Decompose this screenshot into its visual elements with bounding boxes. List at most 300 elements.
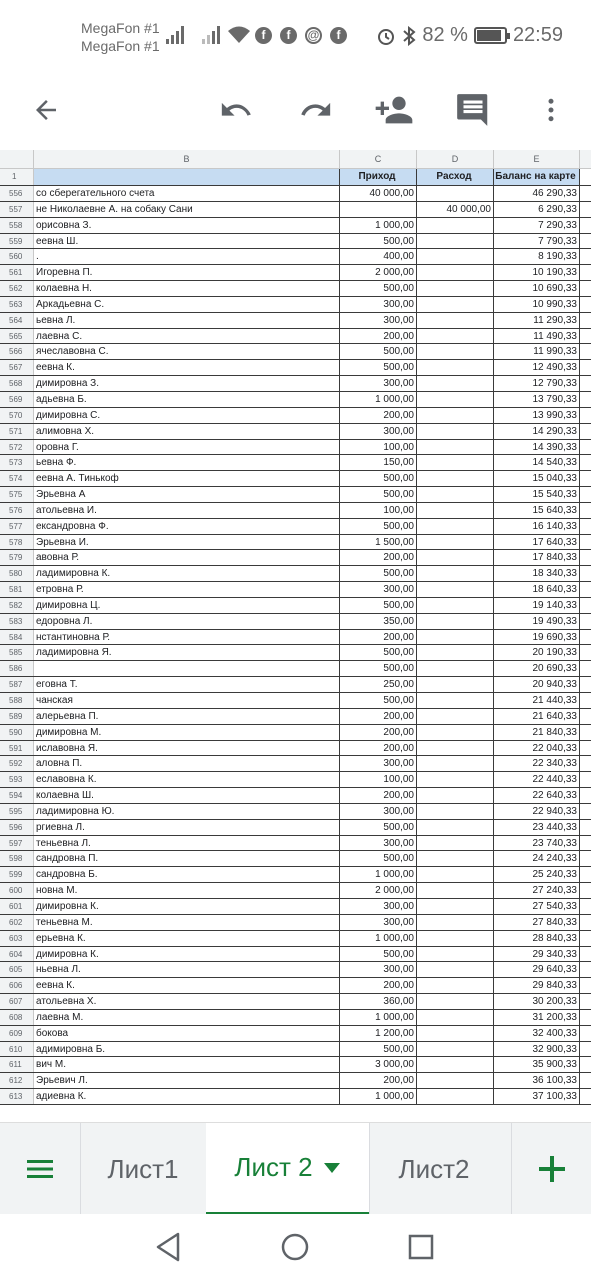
cell-name[interactable]: Игоревна П.: [34, 265, 340, 280]
cell-name[interactable]: чанская: [34, 693, 340, 708]
table-row[interactable]: [0, 1010, 591, 1026]
undo-icon[interactable]: [210, 84, 262, 136]
table-row[interactable]: [0, 519, 591, 535]
table-row[interactable]: [0, 550, 591, 566]
nav-recents-icon[interactable]: [403, 1229, 439, 1265]
row-number[interactable]: 612: [0, 1073, 34, 1088]
column-header-c[interactable]: C: [340, 150, 417, 169]
row-number[interactable]: 598: [0, 851, 34, 866]
row-number[interactable]: 604: [0, 947, 34, 962]
cell-income[interactable]: 100,00: [340, 772, 417, 787]
row-number[interactable]: 564: [0, 313, 34, 328]
cell-income[interactable]: 500,00: [340, 234, 417, 249]
cell-balance[interactable]: 18 340,33: [494, 566, 580, 581]
table-row[interactable]: [0, 820, 591, 836]
cell-grid[interactable]: [0, 169, 591, 1105]
cell-name[interactable]: етровна Р.: [34, 582, 340, 597]
cell-name[interactable]: алерьевна П.: [34, 709, 340, 724]
cell-income[interactable]: 1 000,00: [340, 1010, 417, 1025]
cell-income[interactable]: 200,00: [340, 788, 417, 803]
cell-income[interactable]: 200,00: [340, 550, 417, 565]
cell-expense[interactable]: [417, 1089, 494, 1104]
cell-expense[interactable]: [417, 899, 494, 914]
cell-name[interactable]: ладимировна Ю.: [34, 804, 340, 819]
tab-list2[interactable]: [370, 1123, 498, 1215]
frozen-header-row[interactable]: [0, 169, 591, 186]
row-number[interactable]: 596: [0, 820, 34, 835]
cell-name[interactable]: еевна К.: [34, 978, 340, 993]
cell-balance[interactable]: 22 340,33: [494, 756, 580, 771]
cell-name[interactable]: авовна Р.: [34, 550, 340, 565]
cell-expense[interactable]: [417, 630, 494, 645]
row-number[interactable]: 560: [0, 249, 34, 264]
cell-name[interactable]: димировна Ц.: [34, 598, 340, 613]
back-arrow-icon[interactable]: [20, 84, 72, 136]
row-number[interactable]: 606: [0, 978, 34, 993]
cell-name[interactable]: аловна П.: [34, 756, 340, 771]
cell-name[interactable]: Эрьевич Л.: [34, 1073, 340, 1088]
row-number[interactable]: 613: [0, 1089, 34, 1104]
cell-expense[interactable]: [417, 709, 494, 724]
cell-balance[interactable]: 19 490,33: [494, 614, 580, 629]
cell-income[interactable]: 500,00: [340, 598, 417, 613]
cell-expense[interactable]: [417, 915, 494, 930]
cell-income[interactable]: 300,00: [340, 376, 417, 391]
row-number[interactable]: 567: [0, 360, 34, 375]
cell-balance[interactable]: 17 640,33: [494, 535, 580, 550]
cell-name[interactable]: лаевна С.: [34, 329, 340, 344]
cell-expense[interactable]: [417, 1073, 494, 1088]
cell-balance[interactable]: 14 290,33: [494, 424, 580, 439]
cell-expense[interactable]: [417, 994, 494, 1009]
cell-name[interactable]: адьевна Б.: [34, 392, 340, 407]
cell-balance[interactable]: 8 190,33: [494, 249, 580, 264]
cell-balance[interactable]: 21 640,33: [494, 709, 580, 724]
row-number[interactable]: 607: [0, 994, 34, 1009]
cell-name[interactable]: сандровна П.: [34, 851, 340, 866]
cell-balance[interactable]: 22 440,33: [494, 772, 580, 787]
table-row[interactable]: [0, 186, 591, 202]
cell-expense[interactable]: [417, 962, 494, 977]
cell-name[interactable]: .: [34, 249, 340, 264]
cell-balance[interactable]: 22 640,33: [494, 788, 580, 803]
row-number[interactable]: 569: [0, 392, 34, 407]
cell-name[interactable]: адиевна К.: [34, 1089, 340, 1104]
redo-icon[interactable]: [290, 84, 342, 136]
cell-income[interactable]: 3 000,00: [340, 1057, 417, 1072]
row-number[interactable]: 557: [0, 202, 34, 217]
table-row[interactable]: [0, 249, 591, 265]
cell-income[interactable]: 300,00: [340, 313, 417, 328]
cell-balance[interactable]: 11 290,33: [494, 313, 580, 328]
row-number[interactable]: 589: [0, 709, 34, 724]
cell-income[interactable]: 300,00: [340, 899, 417, 914]
table-row[interactable]: [0, 392, 591, 408]
row-number[interactable]: 580: [0, 566, 34, 581]
row-number[interactable]: 611: [0, 1057, 34, 1072]
row-number[interactable]: 595: [0, 804, 34, 819]
cell-balance[interactable]: 10 990,33: [494, 297, 580, 312]
row-number[interactable]: 608: [0, 1010, 34, 1025]
cell-balance[interactable]: 29 840,33: [494, 978, 580, 993]
row-number[interactable]: 609: [0, 1026, 34, 1041]
cell-income[interactable]: 500,00: [340, 487, 417, 502]
row-number[interactable]: 566: [0, 344, 34, 359]
cell-income[interactable]: 300,00: [340, 836, 417, 851]
row-number[interactable]: 574: [0, 471, 34, 486]
cell-balance[interactable]: 14 540,33: [494, 455, 580, 470]
row-number[interactable]: 587: [0, 677, 34, 692]
table-row[interactable]: [0, 297, 591, 313]
row-number[interactable]: 559: [0, 234, 34, 249]
cell-balance[interactable]: 13 790,33: [494, 392, 580, 407]
tab-list-2-active[interactable]: [206, 1123, 369, 1215]
table-row[interactable]: [0, 899, 591, 915]
cell-income[interactable]: 300,00: [340, 297, 417, 312]
cell-name[interactable]: атольевна Х.: [34, 994, 340, 1009]
table-row[interactable]: [0, 566, 591, 582]
row-number[interactable]: 571: [0, 424, 34, 439]
dropdown-triangle-icon[interactable]: [323, 1162, 341, 1174]
cell-expense[interactable]: [417, 772, 494, 787]
table-row[interactable]: [0, 344, 591, 360]
cell-expense[interactable]: [417, 851, 494, 866]
cell-income[interactable]: 500,00: [340, 519, 417, 534]
cell-balance[interactable]: 11 490,33: [494, 329, 580, 344]
cell-income[interactable]: 1 500,00: [340, 535, 417, 550]
table-row[interactable]: [0, 693, 591, 709]
cell-income[interactable]: 1 000,00: [340, 392, 417, 407]
cell-balance[interactable]: 22 940,33: [494, 804, 580, 819]
table-row[interactable]: [0, 598, 591, 614]
cell-expense[interactable]: [417, 582, 494, 597]
cell-name[interactable]: Эрьевна А: [34, 487, 340, 502]
cell-income[interactable]: 40 000,00: [340, 186, 417, 201]
cell-expense[interactable]: [417, 487, 494, 502]
cell-income[interactable]: 1 000,00: [340, 931, 417, 946]
table-row[interactable]: [0, 772, 591, 788]
cell-balance[interactable]: 23 440,33: [494, 820, 580, 835]
cell-name[interactable]: димировна К.: [34, 899, 340, 914]
cell-balance[interactable]: 30 200,33: [494, 994, 580, 1009]
cell-expense[interactable]: [417, 519, 494, 534]
cell-expense[interactable]: [417, 820, 494, 835]
cell-expense[interactable]: [417, 931, 494, 946]
table-row[interactable]: [0, 1073, 591, 1089]
row-number[interactable]: 603: [0, 931, 34, 946]
cell-expense[interactable]: [417, 867, 494, 882]
cell-name[interactable]: димировна З.: [34, 376, 340, 391]
cell-expense[interactable]: [417, 598, 494, 613]
cell-balance[interactable]: 36 100,33: [494, 1073, 580, 1088]
table-row[interactable]: [0, 836, 591, 852]
cell-balance[interactable]: 22 040,33: [494, 741, 580, 756]
header-cell-income[interactable]: Приход: [340, 169, 417, 185]
cell-income[interactable]: 500,00: [340, 693, 417, 708]
cell-income[interactable]: 300,00: [340, 756, 417, 771]
table-row[interactable]: [0, 376, 591, 392]
cell-balance[interactable]: 19 690,33: [494, 630, 580, 645]
row-number[interactable]: 556: [0, 186, 34, 201]
cell-income[interactable]: 100,00: [340, 440, 417, 455]
cell-balance[interactable]: 21 840,33: [494, 725, 580, 740]
cell-income[interactable]: 1 000,00: [340, 1089, 417, 1104]
cell-expense[interactable]: [417, 344, 494, 359]
cell-expense[interactable]: [417, 693, 494, 708]
cell-balance[interactable]: 20 940,33: [494, 677, 580, 692]
cell-income[interactable]: 200,00: [340, 725, 417, 740]
cell-income[interactable]: 300,00: [340, 424, 417, 439]
row-number[interactable]: 570: [0, 408, 34, 423]
row-number[interactable]: 590: [0, 725, 34, 740]
cell-name[interactable]: не Николаевне А. на собаку Сани: [34, 202, 340, 217]
row-number[interactable]: 577: [0, 519, 34, 534]
row-number[interactable]: 581: [0, 582, 34, 597]
row-number[interactable]: 594: [0, 788, 34, 803]
add-person-icon[interactable]: [368, 84, 420, 136]
row-number[interactable]: 561: [0, 265, 34, 280]
row-number[interactable]: 592: [0, 756, 34, 771]
row-number[interactable]: 599: [0, 867, 34, 882]
cell-income[interactable]: 1 000,00: [340, 867, 417, 882]
cell-expense[interactable]: [417, 297, 494, 312]
cell-name[interactable]: бокова: [34, 1026, 340, 1041]
table-row[interactable]: [0, 265, 591, 281]
table-row[interactable]: [0, 851, 591, 867]
table-row[interactable]: [0, 1042, 591, 1058]
cell-balance[interactable]: 19 140,33: [494, 598, 580, 613]
cell-income[interactable]: 500,00: [340, 851, 417, 866]
row-number[interactable]: 568: [0, 376, 34, 391]
cell-name[interactable]: иславовна Я.: [34, 741, 340, 756]
cell-balance[interactable]: 27 240,33: [494, 883, 580, 898]
table-row[interactable]: [0, 1026, 591, 1042]
tab-list1[interactable]: [81, 1123, 205, 1215]
cell-name[interactable]: ладимировна К.: [34, 566, 340, 581]
comment-icon[interactable]: [447, 84, 499, 136]
cell-income[interactable]: 500,00: [340, 471, 417, 486]
cell-income[interactable]: 500,00: [340, 566, 417, 581]
row-number[interactable]: 584: [0, 630, 34, 645]
cell-expense[interactable]: [417, 360, 494, 375]
table-row[interactable]: [0, 487, 591, 503]
cell-expense[interactable]: [417, 661, 494, 676]
cell-income[interactable]: 350,00: [340, 614, 417, 629]
cell-balance[interactable]: 23 740,33: [494, 836, 580, 851]
table-row[interactable]: [0, 741, 591, 757]
table-row[interactable]: [0, 455, 591, 471]
cell-income[interactable]: 400,00: [340, 249, 417, 264]
row-number[interactable]: 588: [0, 693, 34, 708]
cell-expense[interactable]: [417, 265, 494, 280]
table-row[interactable]: [0, 978, 591, 994]
cell-expense[interactable]: [417, 218, 494, 233]
cell-name[interactable]: со сберегательного счета: [34, 186, 340, 201]
table-row[interactable]: [0, 408, 591, 424]
cell-balance[interactable]: 10 690,33: [494, 281, 580, 296]
row-number[interactable]: 582: [0, 598, 34, 613]
cell-name[interactable]: ерьевна К.: [34, 931, 340, 946]
cell-name[interactable]: ячеславовна С.: [34, 344, 340, 359]
column-header-d[interactable]: D: [417, 150, 494, 169]
row-number[interactable]: 593: [0, 772, 34, 787]
cell-balance[interactable]: 15 540,33: [494, 487, 580, 502]
cell-balance[interactable]: 27 840,33: [494, 915, 580, 930]
cell-name[interactable]: [34, 661, 340, 676]
cell-expense[interactable]: [417, 756, 494, 771]
cell-income[interactable]: 2 000,00: [340, 265, 417, 280]
cell-expense[interactable]: [417, 249, 494, 264]
cell-name[interactable]: еевна К.: [34, 360, 340, 375]
cell-balance[interactable]: 13 990,33: [494, 408, 580, 423]
cell-name[interactable]: Эрьевна И.: [34, 535, 340, 550]
cell-expense[interactable]: [417, 566, 494, 581]
cell-expense[interactable]: [417, 947, 494, 962]
header-cell-expense[interactable]: Расход: [417, 169, 494, 185]
table-row[interactable]: [0, 582, 591, 598]
cell-name[interactable]: алимовна Х.: [34, 424, 340, 439]
cell-expense[interactable]: [417, 329, 494, 344]
table-row[interactable]: [0, 630, 591, 646]
table-row[interactable]: [0, 725, 591, 741]
cell-expense[interactable]: [417, 455, 494, 470]
cell-expense[interactable]: [417, 1042, 494, 1057]
cell-name[interactable]: лаевна М.: [34, 1010, 340, 1025]
corner-cell[interactable]: [0, 150, 34, 169]
cell-name[interactable]: еевна А. Тинькоф: [34, 471, 340, 486]
cell-name[interactable]: колаевна Н.: [34, 281, 340, 296]
cell-expense[interactable]: [417, 408, 494, 423]
row-number[interactable]: 586: [0, 661, 34, 676]
table-row[interactable]: [0, 281, 591, 297]
row-number[interactable]: 597: [0, 836, 34, 851]
cell-balance[interactable]: 27 540,33: [494, 899, 580, 914]
cell-balance[interactable]: 20 190,33: [494, 645, 580, 660]
cell-balance[interactable]: 29 340,33: [494, 947, 580, 962]
row-number[interactable]: 1: [0, 169, 34, 185]
cell-name[interactable]: колаевна Ш.: [34, 788, 340, 803]
cell-expense[interactable]: [417, 503, 494, 518]
cell-name[interactable]: еевна Ш.: [34, 234, 340, 249]
row-number[interactable]: 585: [0, 645, 34, 660]
column-header-b[interactable]: B: [34, 150, 340, 169]
cell-expense[interactable]: [417, 677, 494, 692]
table-row[interactable]: [0, 424, 591, 440]
cell-name[interactable]: ександровна Ф.: [34, 519, 340, 534]
row-number[interactable]: 600: [0, 883, 34, 898]
cell-balance[interactable]: 24 240,33: [494, 851, 580, 866]
table-row[interactable]: [0, 329, 591, 345]
cell-expense[interactable]: [417, 535, 494, 550]
row-number[interactable]: 605: [0, 962, 34, 977]
cell-name[interactable]: димировна К.: [34, 947, 340, 962]
cell-balance[interactable]: 12 790,33: [494, 376, 580, 391]
table-row[interactable]: [0, 804, 591, 820]
cell-expense[interactable]: [417, 186, 494, 201]
sheets-menu-icon[interactable]: [0, 1123, 80, 1215]
row-number[interactable]: 558: [0, 218, 34, 233]
cell-balance[interactable]: 15 040,33: [494, 471, 580, 486]
cell-balance[interactable]: 25 240,33: [494, 867, 580, 882]
cell-balance[interactable]: 15 640,33: [494, 503, 580, 518]
cell-income[interactable]: 1 200,00: [340, 1026, 417, 1041]
cell-balance[interactable]: 7 290,33: [494, 218, 580, 233]
table-row[interactable]: [0, 645, 591, 661]
cell-income[interactable]: 360,00: [340, 994, 417, 1009]
cell-name[interactable]: орисовна З.: [34, 218, 340, 233]
cell-income[interactable]: 300,00: [340, 804, 417, 819]
row-number[interactable]: 575: [0, 487, 34, 502]
table-row[interactable]: [0, 503, 591, 519]
cell-balance[interactable]: 21 440,33: [494, 693, 580, 708]
row-number[interactable]: 610: [0, 1042, 34, 1057]
cell-expense[interactable]: [417, 440, 494, 455]
table-row[interactable]: [0, 677, 591, 693]
cell-name[interactable]: еславовна К.: [34, 772, 340, 787]
cell-name[interactable]: теньевна Л.: [34, 836, 340, 851]
cell-balance[interactable]: 35 900,33: [494, 1057, 580, 1072]
cell-income[interactable]: 500,00: [340, 645, 417, 660]
cell-balance[interactable]: 37 100,33: [494, 1089, 580, 1104]
table-row[interactable]: [0, 471, 591, 487]
cell-name[interactable]: еговна Т.: [34, 677, 340, 692]
row-number[interactable]: 563: [0, 297, 34, 312]
cell-name[interactable]: нстантиновна Р.: [34, 630, 340, 645]
cell-balance[interactable]: 32 400,33: [494, 1026, 580, 1041]
cell-balance[interactable]: 31 200,33: [494, 1010, 580, 1025]
row-number[interactable]: 579: [0, 550, 34, 565]
row-number[interactable]: 602: [0, 915, 34, 930]
cell-name[interactable]: новна М.: [34, 883, 340, 898]
cell-balance[interactable]: 28 840,33: [494, 931, 580, 946]
cell-balance[interactable]: 17 840,33: [494, 550, 580, 565]
cell-income[interactable]: 500,00: [340, 281, 417, 296]
cell-expense[interactable]: [417, 836, 494, 851]
cell-expense[interactable]: [417, 614, 494, 629]
cell-name[interactable]: Аркадьевна С.: [34, 297, 340, 312]
cell-income[interactable]: 200,00: [340, 408, 417, 423]
cell-expense[interactable]: [417, 376, 494, 391]
cell-balance[interactable]: 32 900,33: [494, 1042, 580, 1057]
cell-income[interactable]: 250,00: [340, 677, 417, 692]
cell-income[interactable]: 500,00: [340, 1042, 417, 1057]
cell-income[interactable]: 200,00: [340, 709, 417, 724]
cell-income[interactable]: 150,00: [340, 455, 417, 470]
table-row[interactable]: [0, 756, 591, 772]
cell-balance[interactable]: 29 640,33: [494, 962, 580, 977]
cell-balance[interactable]: 14 390,33: [494, 440, 580, 455]
cell-income[interactable]: 200,00: [340, 741, 417, 756]
table-row[interactable]: [0, 931, 591, 947]
cell-expense[interactable]: [417, 1026, 494, 1041]
cell-income[interactable]: 500,00: [340, 947, 417, 962]
cell-balance[interactable]: 11 990,33: [494, 344, 580, 359]
cell-name[interactable]: оровна Г.: [34, 440, 340, 455]
row-number[interactable]: 583: [0, 614, 34, 629]
table-row[interactable]: [0, 218, 591, 234]
row-number[interactable]: 573: [0, 455, 34, 470]
cell[interactable]: [34, 169, 340, 185]
cell-name[interactable]: димировна М.: [34, 725, 340, 740]
cell-income[interactable]: 500,00: [340, 344, 417, 359]
cell-expense[interactable]: 40 000,00: [417, 202, 494, 217]
table-row[interactable]: [0, 202, 591, 218]
cell-expense[interactable]: [417, 645, 494, 660]
cell-expense[interactable]: [417, 978, 494, 993]
cell-balance[interactable]: 10 190,33: [494, 265, 580, 280]
nav-home-icon[interactable]: [277, 1229, 313, 1265]
table-row[interactable]: [0, 360, 591, 376]
